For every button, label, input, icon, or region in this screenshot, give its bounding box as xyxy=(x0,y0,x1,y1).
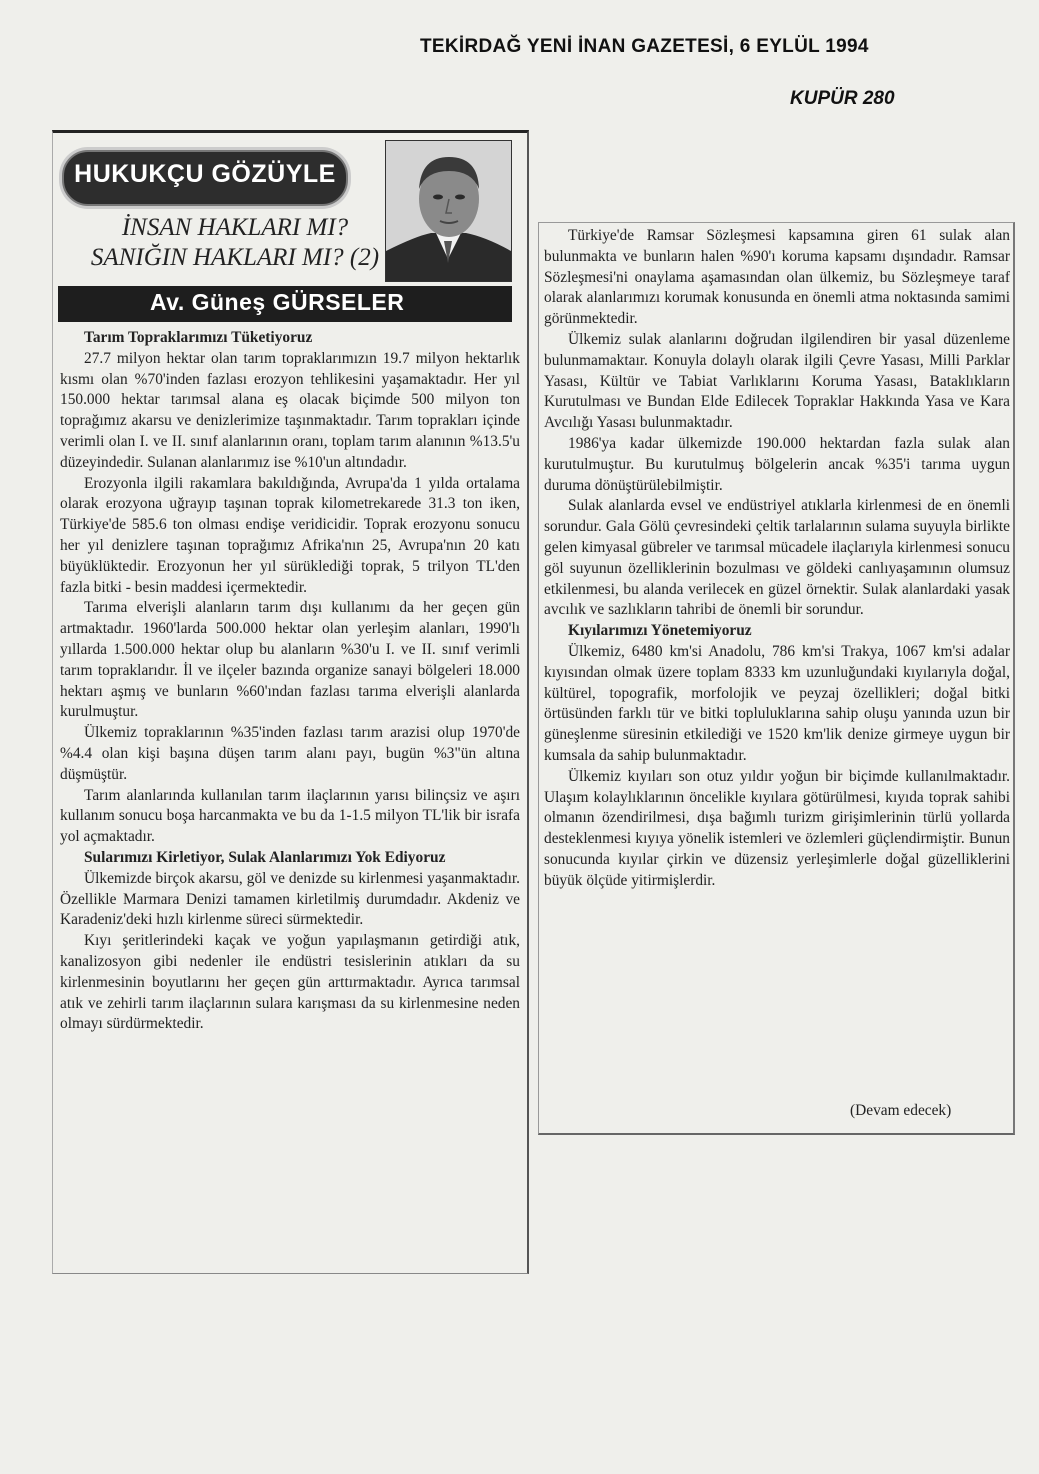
author-photo xyxy=(385,140,512,282)
paragraph: Tarım alanlarında kullanılan tarım ilaçlarının yarısı bilinçsiz ve aşırı kullanım sonucu boşa harcanmakta ve bu da 1-1.5 milyon TL'lik bir israfa yol açmaktadır. xyxy=(60,786,520,846)
clip-label: KUPÜR 280 xyxy=(790,88,895,109)
paragraph: Erozyonla ilgili rakamlara bakıldığında, Avrupa'da 1 yılda ortalama olarak erozyona uğrayıp taşınan toprak kilometrekarede 31.3 ton iken, Türkiye'de 585.6 ton olması endişe veridicidir. Toprak erozyonu sonucu her yıl denizlere taşınan toprağımız Afrika'nın 25, Avrupa'nın 20 katı büyüklüktedir. Erozyonun her yıl sürüklediği toprak, 5 trilyon TL'den fazla bitki - besin maddesi içermektedir. xyxy=(60,474,520,596)
paragraph: Ülkemiz, 6480 km'si Anadolu, 786 km'si Trakya, 1067 km'si adalar kıyısından olmak üzere toplam 8333 km uzunluğundaki kıyılarıyla doğal, kültürel, topografik, morfolojik ve peyzaj özellikleri; doğal bitki örtüsünden farklı tür ve bitki topluluklarına sahip oluşu yanında uzun bir güneşlenme süresinin etkilediği ve 1520 km'lik denize girmeye uygun bir kumsala da sahip bulunmaktadır. xyxy=(544,642,1010,764)
paragraph: Ülkemiz kıyıları son otuz yıldır yoğun bir biçimde kullanılmaktadır. Ulaşım kolaylıklarının öncelikle kıyılara götürülmesi, kıyıda toprak sahibi olmanın özendirilmesi, dışa bağımlı turizm girişimlerinin türlü yollarda desteklenmesi kıyıya yönelik istemleri ve özlemleri güçlendirmiştir. Bunun sonucunda kıyılar çirkin ve düzensiz yerleşimlerle doğal güzelliklerini büyük ölçüde yitirmişlerdir. xyxy=(544,767,1010,889)
paragraph: Ülkemizde birçok akarsu, göl ve denizde su kirlenmesi yaşanmaktadır. Özellikle Marmara Denizi tamamen kirletilmiş durumdadır. Akdeniz ve Karadeniz'deki hızlı kirlenme süreci sürmektedir. xyxy=(60,869,520,929)
paragraph: Kıyı şeritlerindeki kaçak ve yoğun yapılaşmanın getirdiği atık, kanalizosyon gibi nedenler ile endüstri tesislerinin atıkları da su kirlenmesinin boyutlarını her geçen gün arttırmaktadır. Ayrıca tarımsal atık ve zehirli tarım ilaçlarının sulara karışması da su kirlenmesine neden olmayı sürdürmektedir. xyxy=(60,932,520,1033)
article-title-line1: İNSAN HAKLARI MI? xyxy=(121,214,349,241)
subheading: Tarım Topraklarımızı Tüketiyoruz xyxy=(84,329,313,346)
column-banner xyxy=(62,150,348,206)
paragraph: 27.7 milyon hektar olan tarım topraklarımızın 19.7 milyon hektarlık kısmı olan %70'inden fazlası erozyon tehlikesini yaşamaktadır. Her yıl 150.000 hektar tarımsal alana eş olacak biçimde 500 milyon ton toprağımız akarsu ve denizlerimize taşınmaktadır. Tarım toprakları içinde verimli olan I. ve II. sınıf alanlarının oranı, toplam tarım alanının %13.5'u düzeyindedir. Sulanan alanlarımız ise %10'un altındadır. xyxy=(60,349,520,471)
paragraph: 1986'ya kadar ülkemizde 190.000 hektardan fazla sulak alan kurutulmuştur. Bu kurutulmuş bölgelerin ancak %35'i tarıma uygun duruma dönüştürülebilmiştir. xyxy=(544,434,1010,494)
paragraph: Ülkemiz topraklarının %35'inden fazlası tarım arazisi olup 1970'de %4.4 olan kişi başına düşen tarım alanı payı, bugün %3"ün altına düşmüştür. xyxy=(60,724,520,783)
author-portrait-image xyxy=(386,141,511,281)
subheading: Sularımızı Kirletiyor, Sulak Alanlarımızı Yok Ediyoruz xyxy=(84,848,446,866)
column-banner-text: HUKUKÇU GÖZÜYLE xyxy=(74,160,336,188)
paragraph: Sulak alanlarda evsel ve endüstriyel atıklarla kirlenmesi de en önemli sorundur. Gala Gölü çevresindeki çeltik tarlalarının sulama suyuyla birlikte gelen kimyasal gübreler ve tarımsal mücadele ilaçlarıyla kirlenmesi sonucu göl suyunun özelliklerinin bozulması ve göldeki canlıyaşamının olumsuz etkilenmesi, bu alanda verilecek en güzel örnektir. Sulak alanlardaki yasak avcılık ve sazlıkların tahribi de önemli bir sorundur. xyxy=(544,497,1010,619)
left-column-text xyxy=(60,328,520,1035)
paragraph: Ülkemiz sulak alanlarını doğrudan ilgilendiren bir yasal düzenleme bulunmamaktaır. Konuyla dolaylı olarak ilgili Çevre Yasası, Milli Parklar Yasası, Kültür ve Tabiat Varlıklarını Koruma Yasası, Bataklıkların Kurutulması ve Bundan Elde Edilecek Topraklar Hakkında Yasa ve Kara Avcılığı Yasası bulunmaktadır. xyxy=(544,330,1010,432)
author-bar xyxy=(58,286,512,322)
newspaper-header: TEKİRDAĞ YENİ İNAN GAZETESİ, 6 EYLÜL 1994 xyxy=(420,36,869,57)
paragraph: Türkiye'de Ramsar Sözleşmesi kapsamına giren 61 sulak alan bulunmakta ve bunların halen %90'ı koruma kapsamı dışındadır. Ramsar Sözleşmesi'ni onaylama aşamasından olan ülkemiz, bu Sözleşmeye taraf olarak alanlarımızı korumak konusunda en önemli atma noktasında samimi görünmektedir. xyxy=(544,227,1010,328)
continued-note: (Devam edecek) xyxy=(850,1102,952,1119)
author-name: Av. Güneş GÜRSELER xyxy=(150,289,405,315)
subheading: Kıyılarımızı Yönetemiyoruz xyxy=(568,622,752,640)
right-column-text xyxy=(544,226,1010,892)
paragraph: Tarıma elverişli alanların tarım dışı kullanımı da her geçen gün artmaktadır. 1960'larda 500.000 hektar olan yerleşim alanları, 1990'lı yıllarda 1.500.000 hektar olup bu alanların %30'u I. ve II. sınıf verimli tarım topraklarıdır. İl ve ilçeler bazında organize sanayi bölgeleri 18.000 hektarı aşmış ve bunların %60'ından fazlası tarıma elverişli alanlarda kurulmuştur. xyxy=(60,599,520,721)
article-title-line2: SANIĞIN HAKLARI MI? (2) xyxy=(90,244,380,271)
